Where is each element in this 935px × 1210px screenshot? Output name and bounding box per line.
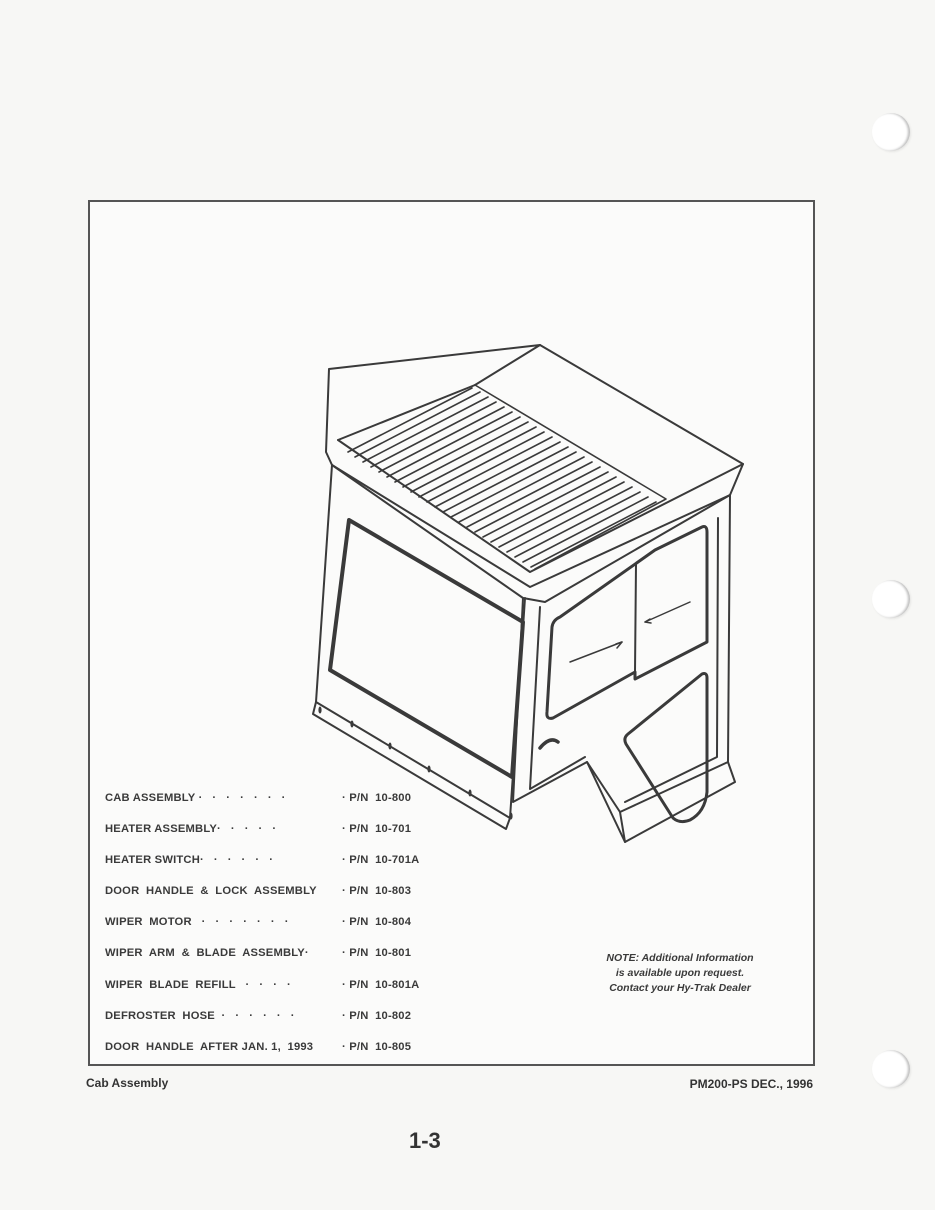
part-row [105, 1038, 445, 1069]
part-number: · P/N 10-805 [342, 1040, 412, 1053]
part-name: WIPER MOTOR · · · · · · · [105, 916, 289, 929]
document-id: PM200-PS DEC., 1996 [689, 1077, 813, 1091]
page-number: 1-3 [409, 1128, 441, 1153]
note-line-2: is available upon request. [615, 967, 745, 979]
binder-hole-top [872, 113, 910, 151]
dealer-note [570, 951, 790, 996]
part-row [105, 789, 445, 820]
part-name: HEATER SWITCH· · · · · · [105, 854, 274, 867]
parts-list [105, 789, 445, 1069]
part-number: · P/N 10-801 [342, 947, 412, 960]
part-row [105, 976, 445, 1007]
roof-grille [348, 385, 666, 569]
binder-hole-middle [872, 580, 910, 618]
part-name: WIPER ARM & BLADE ASSEMBLY· [105, 947, 309, 960]
figure-frame [88, 200, 815, 1066]
part-number: · P/N 10-801A [342, 978, 420, 991]
part-row [105, 851, 445, 882]
part-number: · P/N 10-701A [342, 854, 420, 867]
part-row [105, 913, 445, 944]
part-number: · P/N 10-800 [342, 792, 412, 804]
part-row [105, 820, 445, 851]
part-name: DOOR HANDLE & LOCK ASSEMBLY [105, 885, 317, 898]
note-line-1: NOTE: Additional Information [606, 952, 754, 964]
note-line-3: Contact your Hy-Trak Dealer [609, 982, 751, 994]
binder-hole-bottom [872, 1050, 910, 1088]
part-name: HEATER ASSEMBLY· · · · · [105, 823, 277, 836]
part-row [105, 1007, 445, 1038]
part-number: · P/N 10-802 [342, 1009, 412, 1022]
part-name: DEFROSTER HOSE · · · · · · [105, 1009, 295, 1022]
part-name: DOOR HANDLE AFTER JAN. 1, 1993 [105, 1040, 314, 1053]
side-door-panel [513, 495, 735, 842]
part-number: · P/N 10-701 [342, 823, 412, 836]
part-row [105, 944, 445, 975]
section-title: Cab Assembly [86, 1076, 169, 1090]
part-name: WIPER BLADE REFILL · · · · [105, 978, 291, 991]
part-number: · P/N 10-804 [342, 916, 412, 929]
part-name: CAB ASSEMBLY · · · · · · · [105, 792, 286, 804]
part-row [105, 882, 445, 913]
part-number: · P/N 10-803 [342, 885, 412, 898]
